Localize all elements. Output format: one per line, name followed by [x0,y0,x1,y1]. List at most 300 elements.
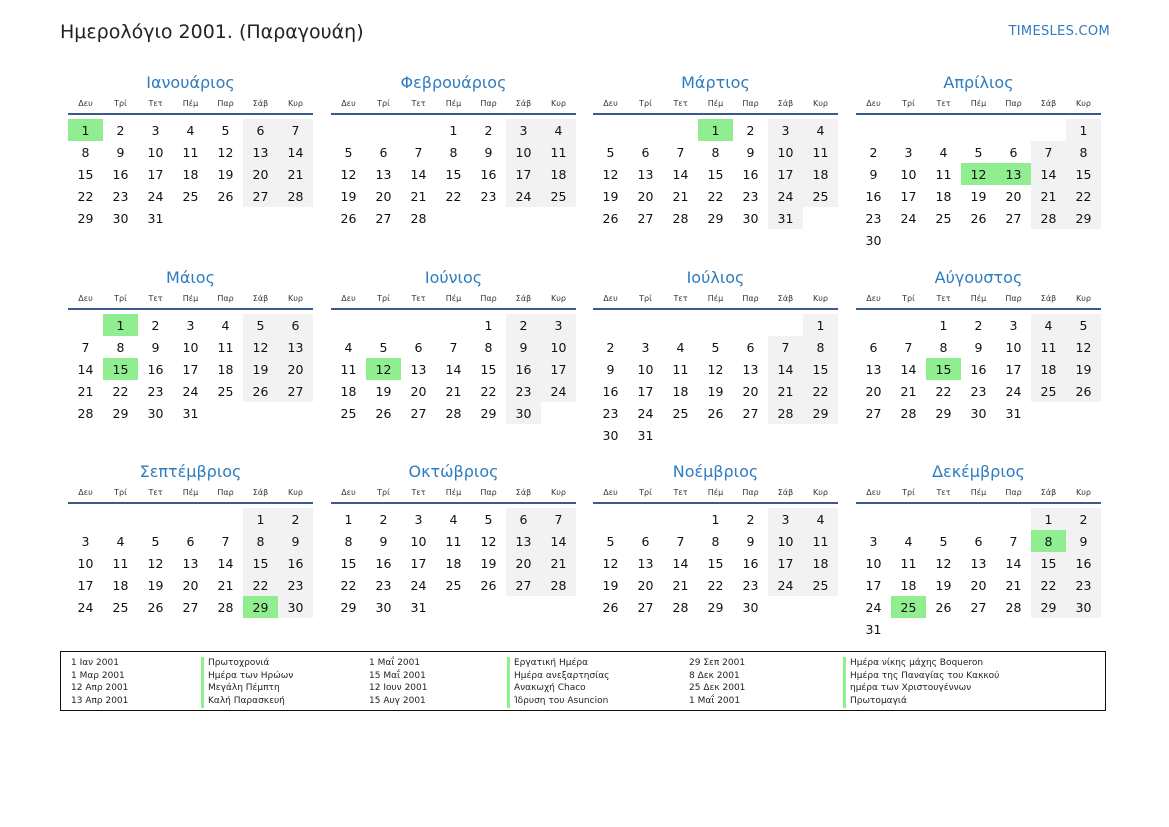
day-cell[interactable]: 22 [1066,185,1101,207]
day-cell[interactable]: 6 [641,533,650,549]
day-cell[interactable]: 26 [243,380,278,402]
day-cell[interactable]: 15 [707,555,724,571]
day-cell[interactable]: 3 [768,119,803,141]
day-cell[interactable]: 2 [278,508,313,530]
day-cell[interactable]: 7 [904,339,913,355]
day-cell[interactable]: 23 [147,383,164,399]
day-cell[interactable]: 22 [77,188,94,204]
day-cell[interactable]: 2 [1066,508,1101,530]
day-cell[interactable]: 14 [410,166,427,182]
day-cell[interactable]: 12 [366,358,401,380]
day-cell[interactable]: 18 [803,163,838,185]
day-cell[interactable]: 6 [1009,144,1018,160]
day-cell[interactable]: 12 [340,166,357,182]
day-cell[interactable]: 11 [672,361,689,377]
day-cell[interactable]: 1 [243,508,278,530]
day-cell[interactable]: 7 [81,339,90,355]
day-cell[interactable]: 15 [103,358,138,380]
day-cell[interactable]: 9 [484,144,493,160]
day-cell[interactable]: 22 [1031,574,1066,596]
day-cell[interactable]: 1 [68,119,103,141]
day-cell[interactable]: 13 [996,163,1031,185]
day-cell[interactable]: 28 [672,599,689,615]
day-cell[interactable]: 6 [379,144,388,160]
day-cell[interactable]: 28 [278,185,313,207]
day-cell[interactable]: 7 [414,144,423,160]
day-cell[interactable]: 25 [217,383,234,399]
day-cell[interactable]: 10 [1005,339,1022,355]
day-cell[interactable]: 5 [344,144,353,160]
day-cell[interactable]: 17 [182,361,199,377]
day-cell[interactable]: 28 [410,210,427,226]
day-cell[interactable]: 25 [541,185,576,207]
day-cell[interactable]: 14 [672,166,689,182]
day-cell[interactable]: 20 [278,358,313,380]
day-cell[interactable]: 9 [379,533,388,549]
day-cell[interactable]: 24 [506,185,541,207]
day-cell[interactable]: 3 [768,508,803,530]
day-cell[interactable]: 5 [606,144,615,160]
day-cell[interactable]: 16 [865,188,882,204]
day-cell[interactable]: 13 [278,336,313,358]
day-cell[interactable]: 10 [900,166,917,182]
day-cell[interactable]: 30 [147,405,164,421]
day-cell[interactable]: 21 [672,577,689,593]
day-cell[interactable]: 25 [445,577,462,593]
day-cell[interactable]: 26 [217,188,234,204]
day-cell[interactable]: 11 [182,144,199,160]
day-cell[interactable]: 21 [672,188,689,204]
day-cell[interactable]: 18 [217,361,234,377]
day-cell[interactable]: 7 [449,339,458,355]
day-cell[interactable]: 15 [707,166,724,182]
day-cell[interactable]: 6 [974,533,983,549]
day-cell[interactable]: 8 [711,533,720,549]
day-cell[interactable]: 26 [480,577,497,593]
day-cell[interactable]: 14 [541,530,576,552]
day-cell[interactable]: 4 [186,122,195,138]
day-cell[interactable]: 9 [506,336,541,358]
day-cell[interactable]: 6 [746,339,755,355]
day-cell[interactable]: 21 [768,380,803,402]
day-cell[interactable]: 1 [1066,119,1101,141]
day-cell[interactable]: 22 [707,577,724,593]
day-cell[interactable]: 6 [869,339,878,355]
day-cell[interactable]: 14 [278,141,313,163]
day-cell[interactable]: 30 [865,232,882,248]
day-cell[interactable]: 17 [900,188,917,204]
day-cell[interactable]: 22 [480,383,497,399]
day-cell[interactable]: 11 [900,555,917,571]
day-cell[interactable]: 17 [541,358,576,380]
day-cell[interactable]: 15 [1066,163,1101,185]
day-cell[interactable]: 23 [602,405,619,421]
day-cell[interactable]: 4 [1031,314,1066,336]
day-cell[interactable]: 23 [865,210,882,226]
day-cell[interactable]: 7 [768,336,803,358]
day-cell[interactable]: 4 [904,533,913,549]
day-cell[interactable]: 12 [961,163,996,185]
day-cell[interactable]: 19 [480,555,497,571]
day-cell[interactable]: 6 [243,119,278,141]
day-cell[interactable]: 16 [602,383,619,399]
day-cell[interactable]: 3 [151,122,160,138]
day-cell[interactable]: 23 [112,188,129,204]
day-cell[interactable]: 26 [707,405,724,421]
day-cell[interactable]: 12 [602,166,619,182]
day-cell[interactable]: 15 [445,166,462,182]
day-cell[interactable]: 12 [602,555,619,571]
day-cell[interactable]: 11 [340,361,357,377]
day-cell[interactable]: 7 [1031,141,1066,163]
day-cell[interactable]: 1 [449,122,458,138]
day-cell[interactable]: 9 [746,533,755,549]
day-cell[interactable]: 19 [1066,358,1101,380]
day-cell[interactable]: 10 [541,336,576,358]
day-cell[interactable]: 26 [970,210,987,226]
day-cell[interactable]: 10 [147,144,164,160]
day-cell[interactable]: 14 [900,361,917,377]
day-cell[interactable]: 13 [243,141,278,163]
day-cell[interactable]: 10 [768,141,803,163]
day-cell[interactable]: 3 [506,119,541,141]
day-cell[interactable]: 5 [1066,314,1101,336]
day-cell[interactable]: 17 [1005,361,1022,377]
day-cell[interactable]: 27 [278,380,313,402]
day-cell[interactable]: 11 [541,141,576,163]
day-cell[interactable]: 23 [970,383,987,399]
day-cell[interactable]: 25 [1031,380,1066,402]
day-cell[interactable]: 19 [935,577,952,593]
day-cell[interactable]: 8 [484,339,493,355]
day-cell[interactable]: 2 [151,317,160,333]
day-cell[interactable]: 4 [803,508,838,530]
day-cell[interactable]: 12 [217,144,234,160]
day-cell[interactable]: 19 [602,188,619,204]
day-cell[interactable]: 23 [1066,574,1101,596]
day-cell[interactable]: 29 [77,210,94,226]
day-cell[interactable]: 13 [970,555,987,571]
day-cell[interactable]: 13 [506,530,541,552]
day-cell[interactable]: 8 [939,339,948,355]
day-cell[interactable]: 10 [865,555,882,571]
day-cell[interactable]: 24 [410,577,427,593]
day-cell[interactable]: 19 [243,358,278,380]
day-cell[interactable]: 30 [506,402,541,424]
day-cell[interactable]: 21 [445,383,462,399]
day-cell[interactable]: 24 [77,599,94,615]
day-cell[interactable]: 15 [243,552,278,574]
day-cell[interactable]: 22 [445,188,462,204]
day-cell[interactable]: 16 [742,555,759,571]
day-cell[interactable]: 9 [974,339,983,355]
day-cell[interactable]: 11 [1031,336,1066,358]
day-cell[interactable]: 13 [410,361,427,377]
day-cell[interactable]: 10 [768,530,803,552]
day-cell[interactable]: 28 [77,405,94,421]
day-cell[interactable]: 8 [449,144,458,160]
day-cell[interactable]: 8 [711,144,720,160]
day-cell[interactable]: 24 [541,380,576,402]
day-cell[interactable]: 5 [243,314,278,336]
day-cell[interactable]: 31 [865,621,882,637]
day-cell[interactable]: 6 [186,533,195,549]
day-cell[interactable]: 17 [410,555,427,571]
day-cell[interactable]: 26 [375,405,392,421]
day-cell[interactable]: 28 [445,405,462,421]
day-cell[interactable]: 30 [278,596,313,618]
day-cell[interactable]: 17 [865,577,882,593]
day-cell[interactable]: 22 [340,577,357,593]
day-cell[interactable]: 29 [803,402,838,424]
day-cell[interactable]: 22 [707,188,724,204]
day-cell[interactable]: 29 [707,599,724,615]
day-cell[interactable]: 20 [970,577,987,593]
day-cell[interactable]: 7 [1009,533,1018,549]
day-cell[interactable]: 1 [484,317,493,333]
day-cell[interactable]: 26 [147,599,164,615]
day-cell[interactable]: 2 [869,144,878,160]
day-cell[interactable]: 8 [243,530,278,552]
day-cell[interactable]: 12 [1066,336,1101,358]
day-cell[interactable]: 1 [1031,508,1066,530]
day-cell[interactable]: 6 [506,508,541,530]
day-cell[interactable]: 12 [243,336,278,358]
day-cell[interactable]: 16 [278,552,313,574]
day-cell[interactable]: 22 [243,574,278,596]
day-cell[interactable]: 13 [742,361,759,377]
day-cell[interactable]: 26 [602,210,619,226]
day-cell[interactable]: 20 [742,383,759,399]
day-cell[interactable]: 15 [340,555,357,571]
day-cell[interactable]: 13 [865,361,882,377]
day-cell[interactable]: 3 [1009,317,1018,333]
day-cell[interactable]: 23 [480,188,497,204]
day-cell[interactable]: 18 [935,188,952,204]
day-cell[interactable]: 1 [939,317,948,333]
day-cell[interactable]: 17 [768,163,803,185]
day-cell[interactable]: 27 [1005,210,1022,226]
day-cell[interactable]: 13 [182,555,199,571]
day-cell[interactable]: 16 [742,166,759,182]
day-cell[interactable]: 16 [506,358,541,380]
day-cell[interactable]: 3 [186,317,195,333]
day-cell[interactable]: 4 [221,317,230,333]
day-cell[interactable]: 17 [637,383,654,399]
day-cell[interactable]: 16 [112,166,129,182]
day-cell[interactable]: 14 [77,361,94,377]
day-cell[interactable]: 22 [112,383,129,399]
day-cell[interactable]: 9 [869,166,878,182]
day-cell[interactable]: 15 [480,361,497,377]
day-cell[interactable]: 24 [865,599,882,615]
day-cell[interactable]: 27 [865,405,882,421]
day-cell[interactable]: 16 [970,361,987,377]
day-cell[interactable]: 28 [1005,599,1022,615]
day-cell[interactable]: 21 [900,383,917,399]
day-cell[interactable]: 31 [1005,405,1022,421]
day-cell[interactable]: 29 [480,405,497,421]
day-cell[interactable]: 29 [1031,596,1066,618]
day-cell[interactable]: 15 [803,358,838,380]
day-cell[interactable]: 28 [1031,207,1066,229]
day-cell[interactable]: 1 [344,511,353,527]
day-cell[interactable]: 23 [278,574,313,596]
day-cell[interactable]: 2 [974,317,983,333]
day-cell[interactable]: 2 [746,511,755,527]
day-cell[interactable]: 31 [410,599,427,615]
day-cell[interactable]: 23 [506,380,541,402]
day-cell[interactable]: 18 [340,383,357,399]
day-cell[interactable]: 17 [147,166,164,182]
day-cell[interactable]: 3 [541,314,576,336]
day-cell[interactable]: 18 [803,552,838,574]
day-cell[interactable]: 18 [182,166,199,182]
day-cell[interactable]: 9 [278,530,313,552]
day-cell[interactable]: 9 [1066,530,1101,552]
day-cell[interactable]: 19 [970,188,987,204]
day-cell[interactable]: 19 [340,188,357,204]
day-cell[interactable]: 25 [672,405,689,421]
day-cell[interactable]: 3 [414,511,423,527]
day-cell[interactable]: 27 [506,574,541,596]
day-cell[interactable]: 24 [900,210,917,226]
day-cell[interactable]: 20 [410,383,427,399]
day-cell[interactable]: 7 [278,119,313,141]
day-cell[interactable]: 8 [803,336,838,358]
day-cell[interactable]: 20 [637,577,654,593]
day-cell[interactable]: 18 [900,577,917,593]
day-cell[interactable]: 30 [375,599,392,615]
day-cell[interactable]: 4 [344,339,353,355]
day-cell[interactable]: 16 [480,166,497,182]
day-cell[interactable]: 10 [77,555,94,571]
day-cell[interactable]: 8 [344,533,353,549]
day-cell[interactable]: 27 [970,599,987,615]
day-cell[interactable]: 11 [935,166,952,182]
day-cell[interactable]: 1 [103,314,138,336]
day-cell[interactable]: 23 [742,188,759,204]
day-cell[interactable]: 10 [506,141,541,163]
day-cell[interactable]: 17 [506,163,541,185]
day-cell[interactable]: 9 [606,361,615,377]
day-cell[interactable]: 30 [970,405,987,421]
day-cell[interactable]: 3 [904,144,913,160]
day-cell[interactable]: 8 [116,339,125,355]
day-cell[interactable]: 23 [375,577,392,593]
day-cell[interactable]: 4 [676,339,685,355]
day-cell[interactable]: 9 [116,144,125,160]
day-cell[interactable]: 27 [742,405,759,421]
day-cell[interactable]: 5 [151,533,160,549]
day-cell[interactable]: 21 [410,188,427,204]
day-cell[interactable]: 20 [243,163,278,185]
day-cell[interactable]: 21 [541,552,576,574]
day-cell[interactable]: 6 [414,339,423,355]
day-cell[interactable]: 13 [375,166,392,182]
day-cell[interactable]: 22 [803,380,838,402]
day-cell[interactable]: 4 [541,119,576,141]
day-cell[interactable]: 8 [1031,530,1066,552]
day-cell[interactable]: 22 [935,383,952,399]
day-cell[interactable]: 21 [1031,185,1066,207]
day-cell[interactable]: 26 [340,210,357,226]
day-cell[interactable]: 5 [939,533,948,549]
day-cell[interactable]: 12 [935,555,952,571]
day-cell[interactable]: 31 [768,207,803,229]
day-cell[interactable]: 28 [672,210,689,226]
day-cell[interactable]: 15 [926,358,961,380]
day-cell[interactable]: 7 [221,533,230,549]
day-cell[interactable]: 24 [182,383,199,399]
day-cell[interactable]: 29 [707,210,724,226]
day-cell[interactable]: 30 [602,427,619,443]
day-cell[interactable]: 28 [541,574,576,596]
day-cell[interactable]: 20 [1005,188,1022,204]
day-cell[interactable]: 1 [711,511,720,527]
day-cell[interactable]: 7 [676,144,685,160]
day-cell[interactable]: 18 [541,163,576,185]
day-cell[interactable]: 5 [606,533,615,549]
day-cell[interactable]: 4 [449,511,458,527]
day-cell[interactable]: 26 [1066,380,1101,402]
day-cell[interactable]: 20 [506,552,541,574]
day-cell[interactable]: 15 [77,166,94,182]
day-cell[interactable]: 1 [698,119,733,141]
day-cell[interactable]: 28 [900,405,917,421]
day-cell[interactable]: 2 [746,122,755,138]
day-cell[interactable]: 19 [707,383,724,399]
day-cell[interactable]: 14 [1031,163,1066,185]
day-cell[interactable]: 10 [410,533,427,549]
day-cell[interactable]: 12 [480,533,497,549]
day-cell[interactable]: 2 [379,511,388,527]
day-cell[interactable]: 27 [637,599,654,615]
day-cell[interactable]: 2 [484,122,493,138]
day-cell[interactable]: 16 [375,555,392,571]
day-cell[interactable]: 10 [637,361,654,377]
day-cell[interactable]: 5 [379,339,388,355]
day-cell[interactable]: 27 [410,405,427,421]
day-cell[interactable]: 18 [672,383,689,399]
day-cell[interactable]: 1 [803,314,838,336]
day-cell[interactable]: 14 [445,361,462,377]
day-cell[interactable]: 27 [182,599,199,615]
day-cell[interactable]: 24 [768,574,803,596]
day-cell[interactable]: 20 [637,188,654,204]
day-cell[interactable]: 28 [768,402,803,424]
day-cell[interactable]: 16 [1066,552,1101,574]
day-cell[interactable]: 21 [1005,577,1022,593]
day-cell[interactable]: 4 [939,144,948,160]
day-cell[interactable]: 20 [182,577,199,593]
day-cell[interactable]: 11 [803,141,838,163]
day-cell[interactable]: 27 [375,210,392,226]
day-cell[interactable]: 3 [869,533,878,549]
day-cell[interactable]: 18 [112,577,129,593]
day-cell[interactable]: 11 [803,530,838,552]
day-cell[interactable]: 8 [81,144,90,160]
day-cell[interactable]: 30 [112,210,129,226]
day-cell[interactable]: 5 [974,144,983,160]
day-cell[interactable]: 5 [711,339,720,355]
day-cell[interactable]: 27 [243,185,278,207]
day-cell[interactable]: 27 [637,210,654,226]
day-cell[interactable]: 24 [147,188,164,204]
day-cell[interactable]: 17 [77,577,94,593]
day-cell[interactable]: 13 [637,555,654,571]
day-cell[interactable]: 11 [112,555,129,571]
